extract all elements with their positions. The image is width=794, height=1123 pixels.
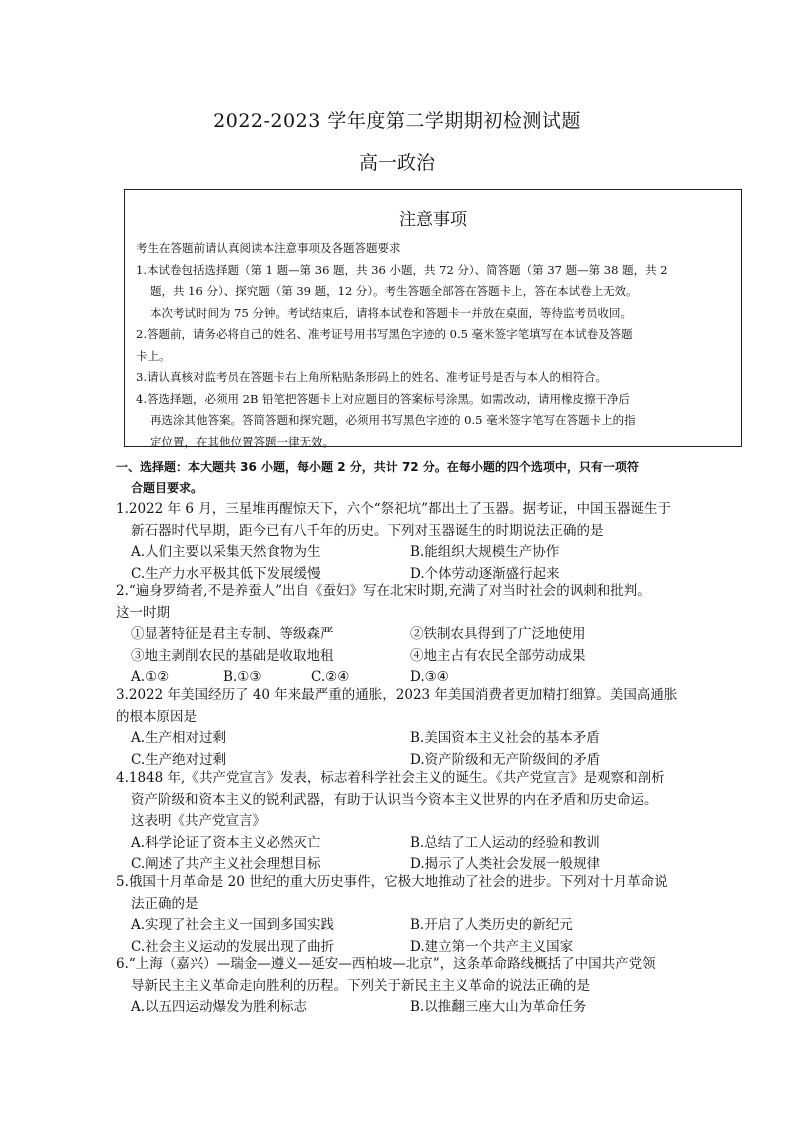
option-d: D.揭示了人类社会发展一般规律 — [410, 856, 601, 872]
option-c: C.②④ — [311, 669, 350, 685]
question-3 — [116, 685, 696, 771]
exam-title: 2022-2023 学年度第二学期期初检测试题 — [213, 110, 581, 132]
notice-intro: 考生在答题前请认真阅读本注意事项及各题答题要求 — [136, 241, 401, 255]
section-heading-line: 合题目要求。 — [131, 481, 204, 495]
question-6 — [116, 954, 696, 1019]
option-a: A.生产相对过剩 — [131, 730, 227, 746]
option-b: B.能组织大规模生产协作 — [410, 544, 560, 560]
notice-heading: 注意事项 — [399, 210, 467, 230]
question-stem: 这一时期 — [116, 604, 170, 621]
question-stem: 1.2022 年 6 月，三星堆再醒惊天下，六个“祭祀坑”都出土了玉器。据考证，中国玉器诞生于 — [116, 501, 672, 517]
option-b: B.开启了人类历史的新纪元 — [410, 917, 573, 933]
notice-item: 4.答选择题，必须用 2B 铅笔把答题卡上对应题目的答案标号涂黑。如需改动，请用橡皮擦干净后 — [136, 391, 631, 406]
exam-subject: 高一政治 — [358, 152, 435, 174]
option-a: A.以五四运动爆发为胜利标志 — [131, 999, 308, 1015]
option-c: C.阐述了共产主义社会理想目标 — [131, 856, 321, 872]
question-stem: 资产阶级和资本主义的锐利武器，有助于认识当今资本主义世界的内在矛盾和历史命运。 — [131, 791, 658, 808]
notice-box — [124, 189, 742, 447]
option-c: C.生产力水平极其低下发展缓慢 — [131, 565, 321, 582]
question-2 — [116, 581, 696, 689]
question-stem: 4.1848 年,《共产党宣言》发表，标志着科学社会主义的诞生。《共产党宣言》是观察和剖析 — [116, 770, 665, 786]
notice-item: 卡上。 — [136, 348, 171, 363]
notice-item: 题，共 16 分）、探究题（第 39 题，12 分）。考生答题全部答在答题卡上，答在本试卷上无效。 — [150, 284, 638, 298]
option-d: D.个体劳动逐渐盛行起来 — [410, 565, 560, 582]
question-stem: 法正确的是 — [131, 895, 199, 912]
question-1 — [116, 499, 696, 585]
section-heading — [116, 457, 696, 499]
statement-2: ②铁制农具得到了广泛地使用 — [410, 626, 586, 642]
statement-1: ①显著特征是君主专制、等级森严 — [131, 626, 334, 642]
statement-3: ③地主剥削农民的基础是收取地租 — [131, 647, 334, 664]
option-d: D.建立第一个共产主义国家 — [410, 938, 574, 955]
option-b: B.总结了工人运动的经验和教训 — [410, 834, 600, 851]
option-c: C.社会主义运动的发展出现了曲折 — [131, 938, 335, 955]
notice-item: 3.请认真核对监考员在答题卡右上角所粘贴条形码上的姓名、准考证号是否与本人的相符合。 — [136, 370, 607, 384]
question-stem: 5.俄国十月革命是 20 世纪的重大历史事件，它极大地推动了社会的进步。下列对十月革命说 — [116, 874, 668, 890]
question-stem: 这表明《共产党宣言》 — [131, 813, 266, 829]
option-b: B.①③ — [223, 669, 262, 685]
notice-item: 2.答题前，请务必将自己的姓名、准考证号用书写黑色字迹的 0.5 毫米签字笔填写在本试卷及答题 — [136, 327, 633, 341]
option-d: D.资产阶级和无产阶级间的矛盾 — [410, 751, 601, 768]
option-c: C.生产绝对过剩 — [131, 751, 227, 768]
question-5 — [116, 872, 696, 958]
question-stem: 6.“上海（嘉兴）—瑞金—遵义—延安—西柏坡—北京”，这条革命路线概括了中国共产党领 — [116, 956, 656, 972]
notice-body — [136, 238, 732, 453]
option-a: A.①② — [131, 669, 170, 685]
notice-item: 本次考试时间为 75 分钟。考试结束后，请将本试卷和答题卡一并放在桌面，等待监考员收回。 — [150, 305, 632, 320]
statement-4: ④地主占有农民全部劳动成果 — [410, 647, 586, 664]
question-stem: 新石器时代早期，距今已有八千年的历史。下列对玉器诞生的时期说法正确的是 — [131, 522, 604, 539]
option-a: A.人们主要以采集天然食物为生 — [131, 544, 321, 560]
section-heading-line: 一、选择题：本大题共 36 小题，每小题 2 分，共计 72 分。在每小题的四个选项中，只有一项符 — [116, 460, 639, 474]
option-b: B.美国资本主义社会的基本矛盾 — [410, 730, 600, 746]
option-a: A.实现了社会主义一国到多国实践 — [131, 917, 335, 933]
notice-item: 定位置，在其他位置答题一律无效。 — [150, 434, 334, 449]
question-stem: 2.“遍身罗绮者,不是养蚕人”出自《蚕妇》写在北宋时期,充满了对当时社会的讽刺和批判。 — [116, 583, 651, 599]
notice-item: 再选涂其他答案。答简答题和探究题，必须用书写黑色字迹的 0.5 毫米签字笔写在答题卡上的指 — [150, 413, 636, 427]
option-d: D.③④ — [410, 669, 449, 685]
question-stem: 导新民主主义革命走向胜利的历程。下列关于新民主主义革命的说法正确的是 — [131, 977, 590, 994]
question-stem: 3.2022 年美国经历了 40 年来最严重的通胀，2023 年美国消费者更加精打细算。美国高通胀 — [116, 687, 678, 703]
notice-item: 1.本试卷包括选择题（第 1 题—第 36 题，共 36 小题，共 72 分）、简答题（第 37 题—第 38 题，共 2 — [136, 262, 668, 277]
question-4 — [116, 768, 696, 876]
option-b: B.以推翻三座大山为革命任务 — [410, 999, 587, 1015]
question-stem: 的根本原因是 — [116, 708, 197, 725]
option-a: A.科学论证了资本主义必然灭亡 — [131, 834, 321, 851]
